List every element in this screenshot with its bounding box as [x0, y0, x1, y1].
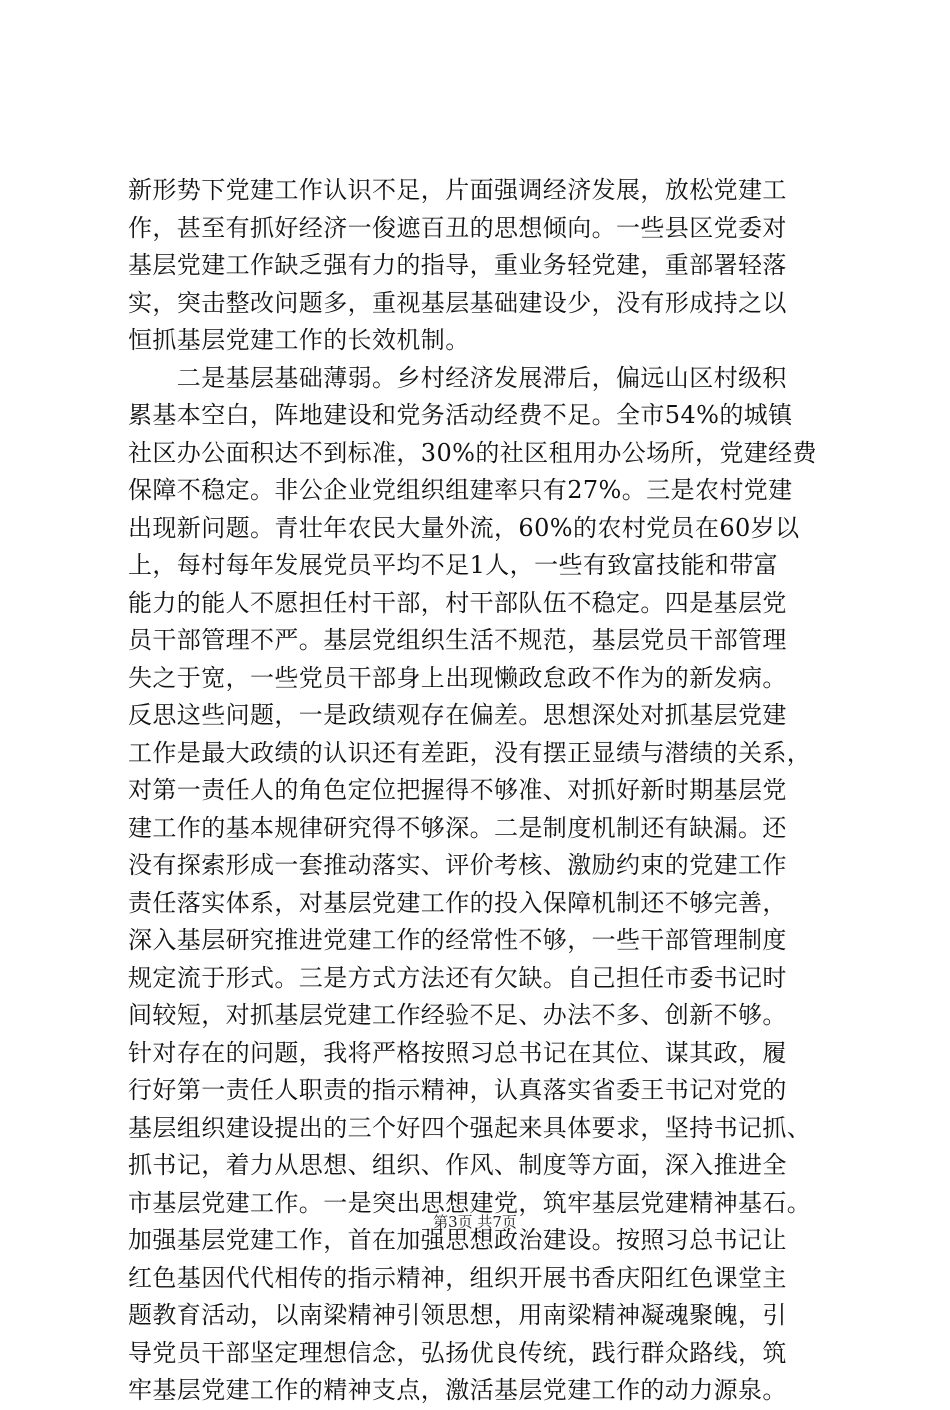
text-line: 责任落实体系，对基层党建工作的投入保障机制还不够完善， [128, 888, 787, 917]
text-line: 没有探索形成一套推动落实、评价考核、激励约束的党建工作 [128, 851, 787, 879]
text-line: 工作是最大政绩的认识还有差距，没有摆正显绩与潜绩的关系， [128, 738, 812, 767]
text-line: 恒抓基层党建工作的长效机制。 [128, 326, 470, 354]
text-line: 员干部管理不严。基层党组织生活不规范，基层党员干部管理 [128, 626, 787, 654]
page-footer [0, 1212, 950, 1232]
text-line: 实，突击整改问题多，重视基层基础建设少，没有形成持之以 [128, 288, 787, 317]
text-line: 市基层党建工作。一是突出思想建党，筑牢基层党建精神基石。 [128, 1188, 812, 1217]
text-line: 间较短，对抓基层党建工作经验不足、办法不多、创新不够。 [128, 1001, 787, 1029]
text-line: 题教育活动，以南梁精神引领思想，用南梁精神凝魂聚魄，引 [128, 1301, 787, 1329]
text-line: 行好第一责任人职责的指示精神，认真落实省委王书记对党的 [128, 1076, 787, 1104]
text-line: 抓书记，着力从思想、组织、作风、制度等方面，深入推进全 [128, 1151, 787, 1179]
text-line: 累基本空白，阵地建设和党务活动经费不足。全市54%的城镇 [128, 401, 793, 429]
text-line: 导党员干部坚定理想信念，弘扬优良传统，践行群众路线，筑 [128, 1338, 787, 1367]
text-line: 基层党建工作缺乏强有力的指导，重业务轻党建，重部署轻落 [128, 251, 787, 279]
text-line: 新形势下党建工作认识不足，片面强调经济发展，放松党建工 [128, 176, 787, 204]
text-line: 保障不稳定。非公企业党组织组建率只有27%。三是农村党建 [128, 476, 793, 504]
text-line: 上，每村每年发展党员平均不足1人，一些有致富技能和带富 [128, 551, 779, 579]
text-line: 建工作的基本规律研究得不够深。二是制度机制还有缺漏。还 [128, 813, 787, 842]
text-line: 失之于宽，一些党员干部身上出现懒政怠政不作为的新发病。 [128, 663, 787, 692]
text-line: 作，甚至有抓好经济一俊遮百丑的思想倾向。一些县区党委对 [128, 213, 787, 242]
text-line: 出现新问题。青壮年农民大量外流，60%的农村党员在60岁以 [128, 513, 800, 542]
page-number-label: 第3页 共7页 [433, 1213, 517, 1231]
text-line: 基层组织建设提出的三个好四个强起来具体要求，坚持书记抓、 [128, 1113, 812, 1142]
text-line: 二是基层基础薄弱。乡村经济发展滞后，偏远山区村级积 [128, 363, 787, 392]
text-line: 牢基层党建工作的精神支点，激活基层党建工作的动力源泉。 [128, 1376, 787, 1404]
text-line: 针对存在的问题，我将严格按照习总书记在其位、谋其政，履 [128, 1038, 787, 1067]
text-line: 深入基层研究推进党建工作的经常性不够，一些干部管理制度 [128, 926, 787, 954]
text-line: 对第一责任人的角色定位把握得不够准、对抓好新时期基层党 [128, 776, 787, 804]
text-line: 反思这些问题，一是政绩观存在偏差。思想深处对抓基层党建 [128, 701, 787, 729]
text-line: 加强基层党建工作，首在加强思想政治建设。按照习总书记让 [128, 1226, 787, 1254]
text-line: 规定流于形式。三是方式方法还有欠缺。自己担任市委书记时 [128, 963, 787, 992]
text-line: 社区办公面积达不到标准，30%的社区租用办公场所，党建经费 [128, 438, 817, 467]
text-line: 能力的能人不愿担任村干部，村干部队伍不稳定。四是基层党 [128, 588, 787, 617]
text-line: 红色基因代代相传的指示精神，组织开展书香庆阳红色课堂主 [128, 1263, 787, 1292]
